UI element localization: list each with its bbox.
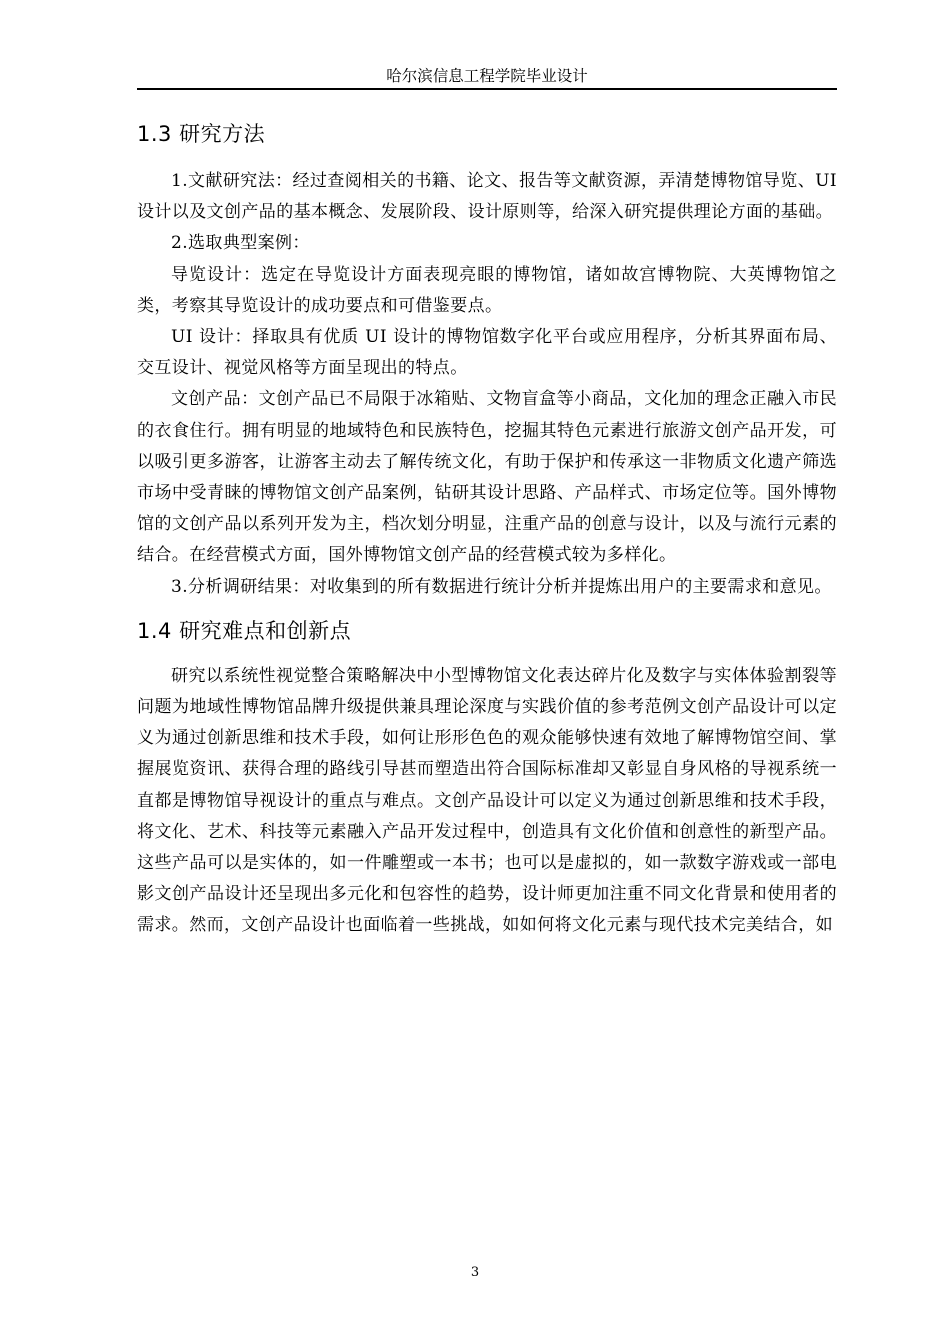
paragraph-literature-method: 1.文献研究法：经过查阅相关的书籍、论文、报告等文献资源，弄清楚博物馆导览、UI 设计以及文创产品的基本概念、发展阶段、设计原则等，给深入研究提供理论方面的基础。 [137,171,837,223]
paragraph-case-selection: 2.选取典型案例： [171,233,310,254]
section-heading-1-3: 1.3 研究方法 [137,122,266,146]
page-body [137,110,837,942]
paragraph-difficulties: 研究以系统性视觉整合策略解决中小型博物馆文化表达碎片化及数字与实体体验割裂等问题为地域性博物馆品牌升级提供兼具理论深度与实践价值的参考范例文创产品设计可以定义为通过创新思维和技术手段，如何让形形色色的观众能够快速有效地了解博物馆空间、掌握展览资讯、获得合理的路线引导甚而塑造出符合国际标准却又彰显自身风格的导视系统一直都是博物馆导视设计的重点与难点。文创产品设计可以定义为通过创新思维和技术手段，将文化、艺术、科技等元素融入产品开发过程中，创造具有文化价值和创意性的新型产品。这些产品可以是实体的，如一件雕塑或一本书；也可以是虚拟的，如一款数字游戏或一部电影文创产品设计还呈现出多元化和包容性的趋势，设计师更加注重不同文化背景和使用者的需求。然而，文创产品设计也面临着一些挑战，如如何将文化元素与现代技术完美结合，如 [137,665,837,936]
page-header [137,64,837,90]
paragraph-guide-design: 导览设计：选定在导览设计方面表现亮眼的博物馆，诸如故宫博物院、大英博物馆之类，考察其导览设计的成功要点和可借鉴要点。 [137,264,837,316]
page-number: 3 [470,1265,480,1280]
paragraph-cultural-products: 文创产品：文创产品已不局限于冰箱贴、文物盲盒等小商品，文化加的理念正融入市民的衣食住行。拥有明显的地域特色和民族特色，挖掘其特色元素进行旅游文创产品开发，可以吸引更多游客，让游客主动去了解传统文化，有助于保护和传承这一非物质文化遗产筛选市场中受青睐的博物馆文创产品案例，钻研其设计思路、产品样式、市场定位等。国外博物馆的文创产品以系列开发为主，档次划分明显，注重产品的创意与设计，以及与流行元素的结合。在经营模式方面，国外博物馆文创产品的经营模式较为多样化。 [137,389,837,566]
paragraph-analysis: 3.分析调研结果：对收集到的所有数据进行统计分析并提炼出用户的主要需求和意见。 [171,576,832,597]
header-title: 哈尔滨信息工程学院毕业设计 [386,67,588,85]
section-heading-1-4: 1.4 研究难点和创新点 [137,618,352,643]
paragraph-ui-design: UI 设计：择取具有优质 UI 设计的博物馆数字化平台或应用程序，分析其界面布局、交互设计、视觉风格等方面呈现出的特点。 [137,327,837,379]
